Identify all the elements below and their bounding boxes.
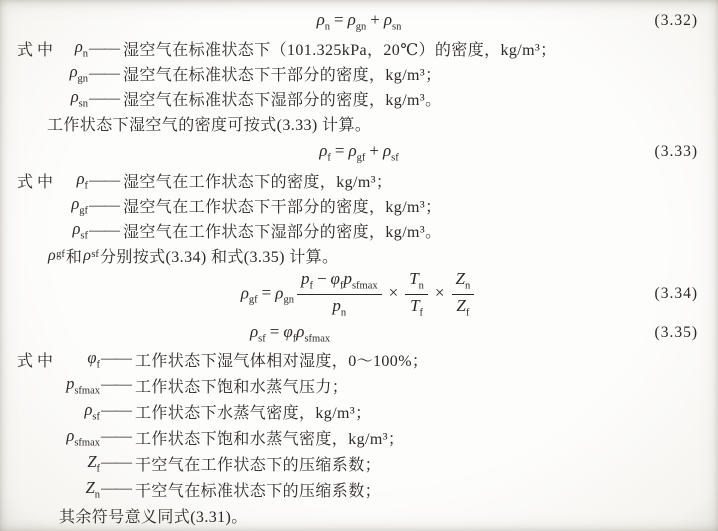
formula-variable: ρ (348, 140, 357, 160)
definition-row-def-z-f (0, 450, 718, 476)
formula-subscript: n (82, 48, 88, 60)
formula-variable: ρ (70, 87, 79, 107)
formula-variable: Z (455, 268, 465, 288)
definition-row-def-rho-gn (0, 61, 718, 86)
equation-eq-3-35 (0, 320, 718, 346)
formula-operator: + (369, 140, 379, 160)
formula-variable: ρ (69, 62, 78, 82)
definition-description: 湿空气在标准状态下（101.325kPa，20℃）的密度，kg/m³； (123, 42, 557, 59)
definition-lead: 式中 (17, 174, 58, 191)
equation-eq-3-32 (0, 6, 718, 36)
definition-dash: —— (101, 402, 131, 419)
definition-symbol (0, 87, 88, 110)
definition-dash: —— (101, 350, 131, 367)
definition-dash: —— (89, 171, 119, 189)
formula-subscript: gn (283, 294, 294, 306)
formula-subscript: n (340, 306, 347, 318)
definition-symbol (0, 194, 88, 217)
formula-variable: Z (87, 451, 97, 471)
formula-subscript: sfmax (74, 436, 100, 448)
fraction-denominator (452, 295, 475, 319)
definition-symbol (0, 452, 100, 475)
fraction-numerator (452, 270, 475, 295)
text-run: 和 (65, 249, 83, 266)
formula-variable: ρ (383, 9, 393, 29)
equation-formula (0, 270, 718, 319)
definition-dash: —— (101, 480, 131, 497)
formula-operator: + (370, 9, 380, 29)
formula-subscript: f (419, 306, 424, 318)
fraction-numerator (297, 270, 382, 295)
formula-variable: p (66, 373, 75, 393)
text-run: 其余符号意义同式(3.31)。 (59, 508, 248, 526)
formula-variable: ρ (275, 282, 284, 302)
definition-row-def-z-n (0, 476, 718, 502)
formula-operator: = (261, 282, 272, 302)
formula-variable: Z (456, 295, 466, 315)
fraction (297, 270, 382, 319)
definition-description: 工作状态下饱和水蒸气压力； (135, 378, 349, 396)
formula-variable: T (409, 268, 419, 288)
formula-subscript: sfmax (304, 332, 331, 344)
formula-variable: φ (330, 268, 340, 288)
paragraph-para-2 (0, 243, 718, 268)
formula-subscript: sf (80, 230, 88, 242)
definition-row-def-phi-f (0, 346, 718, 372)
fraction (405, 270, 428, 319)
paragraph-para-3 (0, 502, 718, 528)
formula-operator: = (269, 321, 280, 341)
definition-lead: 式中 (17, 42, 58, 59)
formula-operator: × (388, 282, 399, 302)
paragraph-para-1 (0, 111, 718, 136)
equation-formula (0, 322, 718, 345)
equation-number: (3.33) (654, 143, 698, 160)
definition-description: 湿空气在标准状态下湿部分的密度，kg/m³。 (123, 92, 442, 109)
formula-operator: − (316, 268, 327, 288)
formula-subscript: f (96, 462, 100, 474)
formula-subscript: sfmax (74, 384, 100, 396)
formula-subscript: sfmax (351, 280, 378, 291)
equation-formula (0, 10, 718, 33)
formula-variable: ρ (83, 246, 92, 264)
formula-subscript: gf (56, 249, 65, 261)
equation-number: (3.34) (654, 285, 698, 302)
formula-subscript: n (324, 20, 331, 32)
formula-subscript: sf (258, 332, 266, 344)
formula-subscript: f (465, 306, 470, 318)
definition-dash: —— (89, 221, 119, 239)
definition-dash: —— (101, 428, 131, 445)
fraction-denominator (405, 295, 428, 319)
equation-formula (0, 141, 718, 164)
text-run: 工作状态下湿空气的密度可按式(3.33) 计算。 (47, 117, 372, 134)
definition-row-def-rho-f (0, 168, 718, 193)
formula-variable: p (300, 268, 310, 288)
definition-description: 湿空气在工作状态下湿部分的密度，kg/m³。 (123, 224, 442, 241)
formula-variable: ρ (72, 219, 81, 239)
formula-variable: ρ (319, 140, 328, 160)
definition-description: 干空气在工作状态下的压缩系数； (135, 456, 382, 474)
equation-eq-3-33 (0, 136, 718, 168)
definition-lead: 式中 (17, 352, 58, 370)
definition-description: 工作状态下水蒸气密度，kg/m³； (135, 404, 372, 422)
formula-variable: p (332, 295, 341, 315)
formula-subscript: sn (392, 20, 402, 32)
formula-subscript: sn (78, 98, 88, 110)
formula-subscript: f (96, 358, 100, 370)
definition-row-def-p-sfmax (0, 372, 718, 398)
formula-subscript: sf (92, 410, 100, 422)
formula-variable: φ (283, 321, 293, 341)
formula-subscript: gf (79, 205, 88, 217)
definition-symbol (0, 374, 100, 397)
formula-subscript: gf (248, 294, 258, 306)
definition-row-def-rho-sn (0, 86, 718, 111)
fraction-numerator (405, 270, 428, 295)
definition-dash: —— (89, 39, 119, 57)
formula-subscript: n (464, 280, 471, 291)
definition-symbol (0, 478, 100, 501)
formula-variable: ρ (296, 321, 305, 341)
fraction (452, 270, 475, 319)
formula-subscript: f (84, 180, 88, 192)
formula-variable: ρ (74, 37, 83, 57)
formula-variable: ρ (71, 194, 80, 214)
formula-variable: p (343, 268, 352, 288)
formula-variable: φ (87, 347, 97, 367)
equation-eq-3-34 (0, 268, 718, 320)
definition-row-def-rho-sf-2 (0, 398, 718, 424)
document-content (0, 6, 718, 528)
definition-row-def-rho-n (0, 36, 718, 61)
formula-variable: ρ (66, 425, 75, 445)
formula-subscript: n (418, 280, 424, 291)
formula-subscript: sf (391, 151, 399, 163)
formula-operator: × (434, 282, 445, 302)
formula-subscript: f (339, 280, 344, 291)
formula-variable: ρ (316, 9, 325, 29)
formula-variable: Z (85, 477, 95, 497)
definition-row-def-rho-sfmax (0, 424, 718, 450)
definition-dash: —— (101, 454, 131, 471)
formula-variable: ρ (347, 9, 356, 29)
formula-variable: ρ (250, 321, 259, 341)
definition-symbol (0, 400, 100, 423)
definition-row-def-rho-sf (0, 218, 718, 243)
equation-number: (3.35) (654, 324, 698, 341)
definition-description: 湿空气在工作状态下干部分的密度，kg/m³； (123, 199, 442, 216)
equation-number: (3.32) (654, 12, 698, 29)
definition-symbol (0, 62, 88, 85)
definition-description: 工作状态下湿气体相对湿度，0～100%； (135, 352, 429, 370)
formula-subscript: f (309, 280, 313, 291)
definition-dash: —— (101, 376, 131, 393)
formula-subscript: gn (355, 20, 367, 32)
formula-variable: ρ (383, 140, 392, 160)
fraction-denominator (297, 295, 382, 319)
definition-symbol (0, 219, 88, 242)
text-run: 分别按式(3.34) 和式(3.35) 计算。 (99, 249, 339, 266)
formula-variable: ρ (240, 282, 249, 302)
definition-description: 湿空气在标准状态下干部分的密度，kg/m³； (123, 67, 442, 84)
definition-dash: —— (89, 64, 119, 82)
formula-subscript: f (327, 151, 331, 163)
definition-dash: —— (89, 89, 119, 107)
formula-variable: ρ (76, 169, 85, 189)
definition-symbol (0, 426, 100, 449)
definition-dash: —— (89, 196, 119, 214)
formula-subscript: f (292, 332, 297, 344)
definition-description: 工作状态下饱和水蒸气密度，kg/m³； (135, 430, 405, 448)
formula-subscript: n (94, 488, 100, 500)
definition-description: 湿空气在工作状态下的密度，kg/m³； (123, 174, 393, 191)
formula-subscript: sf (91, 249, 99, 261)
formula-variable: T (410, 295, 420, 315)
formula-operator: = (334, 9, 344, 29)
definition-row-def-rho-gf (0, 193, 718, 218)
formula-variable: ρ (84, 399, 93, 419)
formula-subscript: gn (77, 73, 88, 85)
formula-subscript: gf (356, 151, 366, 163)
formula-variable: ρ (48, 246, 57, 264)
formula-operator: = (334, 140, 345, 160)
definition-description: 干空气在标准状态下的压缩系数； (135, 482, 382, 500)
